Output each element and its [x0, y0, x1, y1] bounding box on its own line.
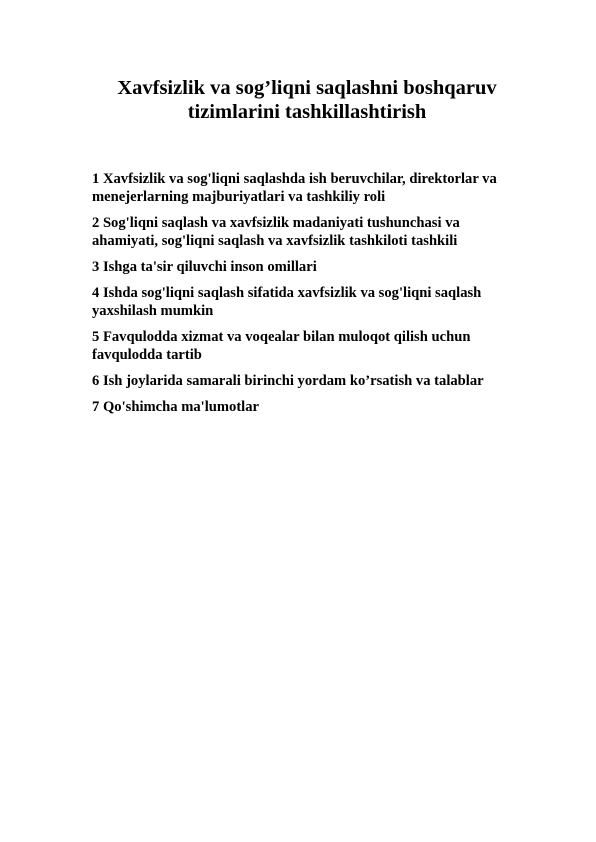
toc-item-6 — [92, 372, 532, 390]
title-line-1: Xavfsizlik va sog’liqni saqlashni boshqaruv — [117, 77, 497, 99]
title-line-2: tizimlarini tashkillashtirish — [187, 101, 427, 123]
toc-item-4-line-2: yaxshilash mumkin — [92, 303, 214, 319]
document-title — [70, 76, 544, 124]
toc-item-4 — [92, 284, 532, 320]
toc-item-7 — [92, 398, 532, 416]
toc-item-2 — [92, 214, 532, 250]
toc-item-2-line-2: ahamiyati, sog'liqni saqlash va xavfsizlik tashkiloti tashkili — [92, 233, 458, 249]
toc-item-1-line-2: menejerlarning majburiyatlari va tashkiliy roli — [92, 189, 386, 205]
table-of-contents — [92, 170, 532, 424]
toc-item-3-line-1: 3 Ishga ta'sir qiluvchi inson omillari — [92, 259, 317, 275]
toc-item-2-line-1: 2 Sog'liqni saqlash va xavfsizlik madaniyati tushunchasi va — [92, 215, 460, 231]
toc-item-5-line-2: favqulodda tartib — [92, 347, 202, 363]
toc-item-5-line-1: 5 Favqulodda xizmat va voqealar bilan muloqot qilish uchun — [92, 329, 471, 345]
toc-item-6-line-1: 6 Ish joylarida samarali birinchi yordam ko’rsatish va talablar — [92, 373, 484, 389]
toc-item-4-line-1: 4 Ishda sog'liqni saqlash sifatida xavfsizlik va sog'liqni saqlash — [92, 285, 482, 301]
toc-item-1 — [92, 170, 532, 206]
toc-item-7-line-1: 7 Qo'shimcha ma'lumotlar — [92, 399, 260, 415]
toc-item-1-line-1: 1 Xavfsizlik va sog'liqni saqlashda ish beruvchilar, direktorlar va — [92, 171, 497, 187]
toc-item-5 — [92, 328, 532, 364]
toc-item-3 — [92, 258, 532, 276]
